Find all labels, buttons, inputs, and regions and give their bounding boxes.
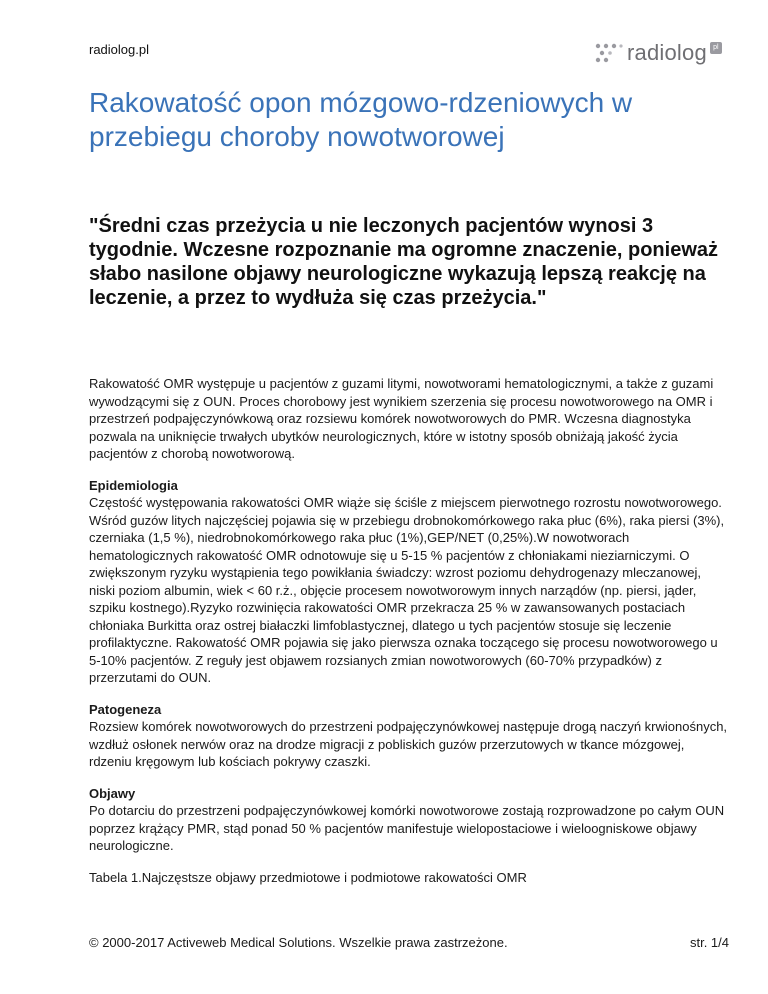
article-title: Rakowatość opon mózgowo-rdzeniowych w przebiegu choroby nowotworowej: [89, 87, 633, 152]
section-heading: Objawy: [89, 785, 136, 801]
intro-paragraph: Rakowatość OMR występuje u pacjentów z guzami litymi, nowotworami hematologicznymi, a także z guzami wywodzącymi się z OUN. Proces chorobowy jest wynikiem szerzenia się procesu nowotworowego na OMR i przestrzeń podpajęczynówkową oraz rozsiewu komórek nowotworowych do PMR. Wczesna diagnostyka pozwala na uniknięcie trwałych ubytków neurologicznych, które w istotny sposób obniżają jakość życia pacjentów z chorobą nowotworową.: [89, 376, 714, 461]
article-body: [89, 375, 729, 900]
page-number: str. 1/4: [689, 935, 729, 950]
section-heading: Patogeneza: [89, 701, 162, 717]
table-caption: Tabela 1.Najczęstsze objawy przedmiotowe i podmiotowe rakowatości OMR: [89, 869, 527, 885]
section-symptoms: [89, 785, 729, 855]
lead-quote: "Średni czas przeżycia u nie leczonych pacjentów wynosi 3 tygodnie. Wczesne rozpoznanie ma ogromne znaczenie, ponieważ słabo nasilone objawy neurologiczne wykazują lepszą reakcję na leczenie, a przez to wydłuża się czas przeżycia.": [89, 215, 718, 309]
radiolog-logo: [594, 41, 722, 65]
section-pathogenesis: [89, 701, 729, 771]
logo-text: radiolog: [627, 40, 707, 65]
section-heading: Epidemiologia: [89, 477, 178, 493]
site-name: radiolog.pl: [89, 42, 149, 57]
page-footer: [89, 935, 729, 950]
logo-badge: pl: [710, 42, 722, 54]
section-epidemiology: [89, 477, 729, 687]
section-text: Częstość występowania rakowatości OMR wiąże się ściśle z miejscem pierwotnego rozrostu nowotworowego. Wśród guzów litych najczęściej pojawia się w przebiegu drobnokomórkowego raka płuc (6%), raka piersi (3%), czerniaka (1,5 %), niedrobnokomórkowego raka płuc (1%),GEP/NET (0,25%).W nowotworach hematologicznych rakowatość OMR odnotowuje się u 5-15 % pacjentów z chłoniakami nieziarniczymi. O zwiększonym ryzyku wystąpienia tego powikłania świadczy: wzrost poziomu dehydrogenazy mleczanowej, niski poziom albumin, wiek < 60 r.ż., objęcie procesem nowotworowym innych narządów (np. piersi, jąder, szpiku kostnego).Ryzyko rozwinięcia rakowatości OMR przekracza 25 % w zawansowanych postaciach chłoniaka Burkitta oraz ostrej białaczki limfoblastycznej, dlatego u tych pacjentów stosuje się leczenie profilaktyczne. Rakowatość OMR pojawia się jako pierwsza oznaka toczącego się procesu nowotworowego u 5-10% pacjentów. Z reguły jest objawem rozsianych zmian nowotworowych (60-70% przypadków) z przerzutami do OUN.: [89, 495, 725, 685]
section-text: Rozsiew komórek nowotworowych do przestrzeni podpajęczynówkowej następuje drogą naczyń krwionośnych, wzdłuż osłonek nerwów oraz na drodze migracji z pobliskich guzów przerzutowych w tkance mózgowej, rdzeniu kręgowym lub kościach pokrywy czaszki.: [89, 719, 728, 769]
section-text: Po dotarciu do przestrzeni podpajęczynówkowej komórki nowotworowe zostają rozprowadzone po całym OUN poprzez krążący PMR, stąd ponad 50 % pacjentów manifestuje wielopostaciowe i wieloogniskowe objawy neurologiczne.: [89, 803, 725, 853]
dots-icon: [594, 41, 624, 65]
copyright: © 2000-2017 Activeweb Medical Solutions. Wszelkie prawa zastrzeżone.: [89, 935, 508, 950]
